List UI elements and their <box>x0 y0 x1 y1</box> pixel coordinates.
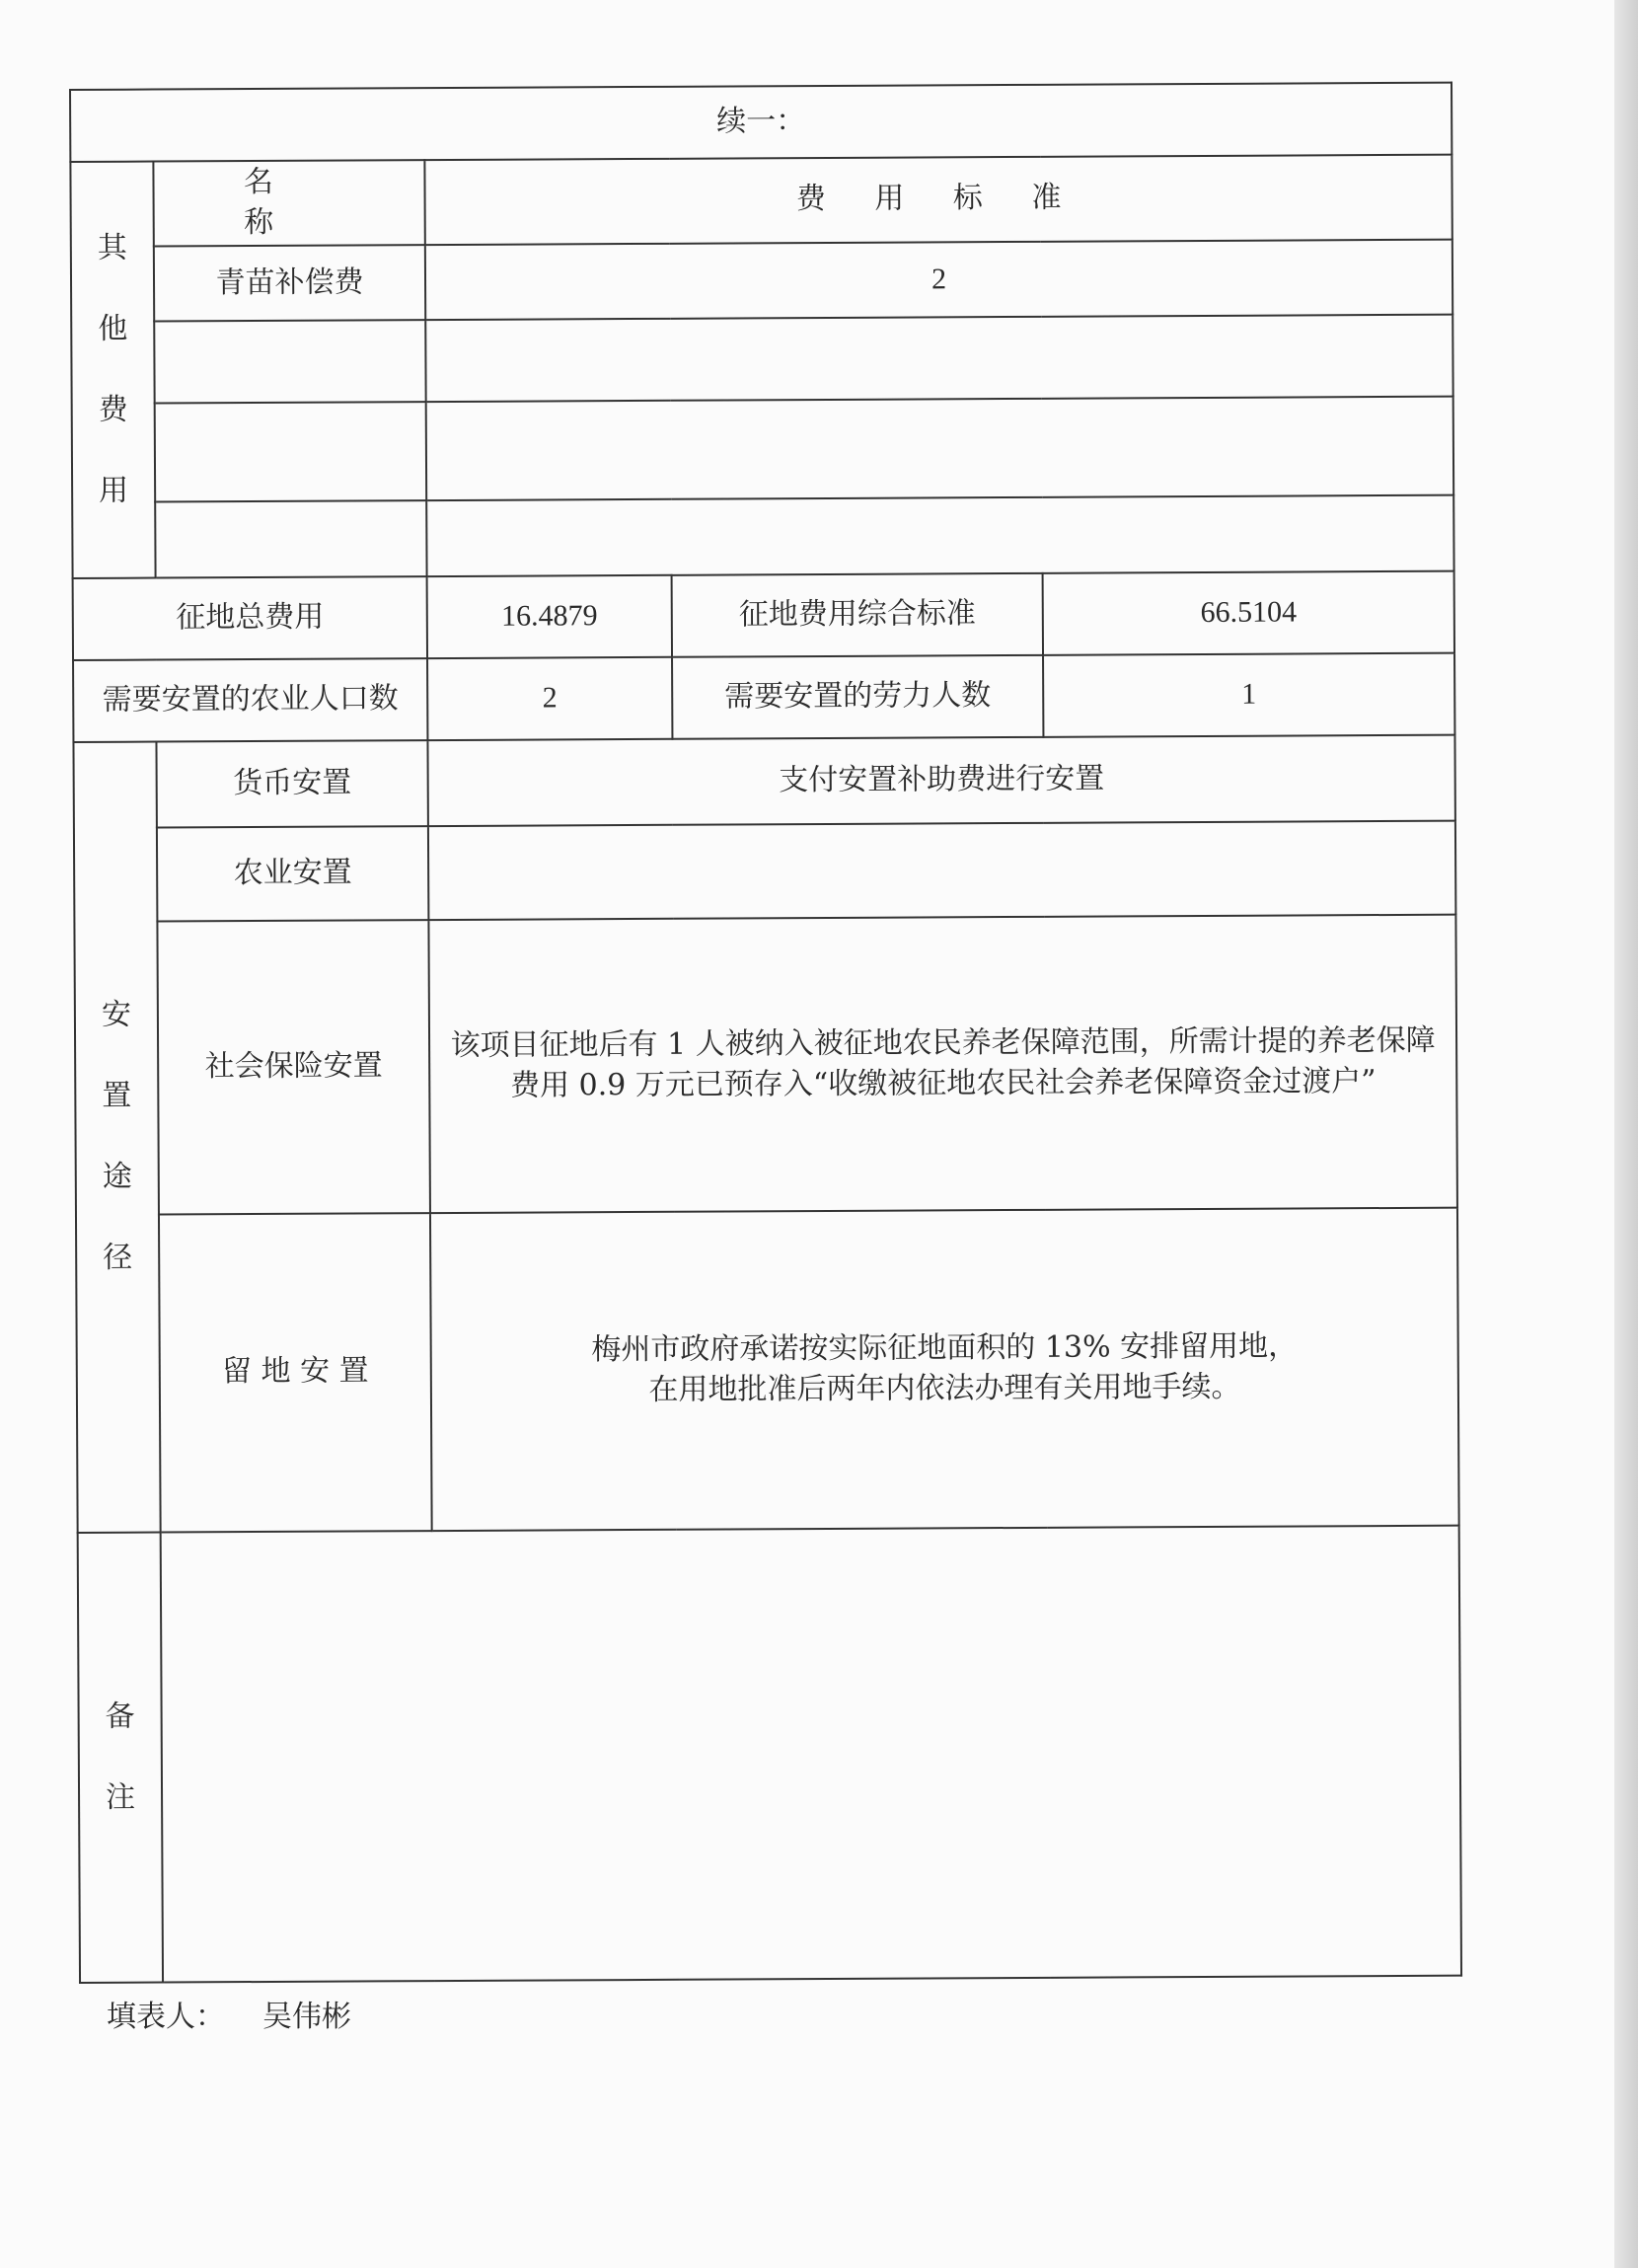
remarks-section-label: 备注 <box>105 1699 136 1815</box>
remarks-content <box>161 1525 1461 1982</box>
totals-row-population <box>73 652 1454 741</box>
fee-name-cell <box>154 321 425 404</box>
reserved-land-line-1: 梅州市政府承诺按实际征地面积的 13% 安排留用地， <box>591 1328 1299 1368</box>
social-insurance-value <box>428 915 1457 1213</box>
fee-name-cell <box>155 403 427 502</box>
resettlement-row-agricultural <box>74 821 1456 923</box>
social-insurance-label: 社会保险安置 <box>157 920 430 1214</box>
fee-standard-cell <box>426 495 1453 576</box>
other-fees-header-standard: 费 用 标 准 <box>424 154 1452 245</box>
composite-standard-label: 征地费用综合标准 <box>672 573 1043 657</box>
remarks-row <box>78 1525 1461 1983</box>
remarks-section <box>78 1532 163 1983</box>
labor-count-label: 需要安置的劳力人数 <box>672 655 1043 739</box>
resettlement-row-monetary <box>73 734 1454 827</box>
composite-standard-value: 66.5104 <box>1043 570 1454 654</box>
monetary-label: 货币安置 <box>156 740 427 828</box>
total-fee-label: 征地总费用 <box>73 576 427 660</box>
filled-by-label: 填表人： <box>107 2000 225 2034</box>
social-insurance-text: 该项目征地后有 1 人被纳入被征地农民养老保障范围，所需计提的养老保障费用 0.9 万元已预存入“收缴被征地农民社会养老保障资金过渡户” <box>450 1022 1436 1103</box>
fee-name-cell: 青苗补偿费 <box>154 245 425 322</box>
resettlement-section-label: 安置途径 <box>101 997 133 1275</box>
monetary-value: 支付安置补助费进行安置 <box>427 734 1454 826</box>
fee-name-cell <box>155 500 426 577</box>
agri-population-value: 2 <box>427 657 672 740</box>
labor-count-value: 1 <box>1043 652 1454 736</box>
other-fees-row <box>72 397 1454 502</box>
other-fees-header-name: 名 称 <box>153 160 424 247</box>
other-fees-section <box>70 161 155 578</box>
fee-standard-cell: 2 <box>425 239 1452 320</box>
other-fees-header-row <box>70 154 1452 246</box>
other-fees-row <box>72 495 1453 578</box>
reserved-land-value <box>430 1208 1459 1531</box>
other-fees-row <box>71 315 1452 404</box>
resettlement-row-social-insurance <box>74 915 1457 1215</box>
totals-row-fee <box>73 570 1454 659</box>
continuation-label: 续一： <box>70 83 1452 162</box>
filled-by-name: 吴伟彬 <box>262 2000 351 2034</box>
reserved-land-label: 留 地 安 置 <box>159 1213 432 1532</box>
continuation-row <box>70 83 1452 162</box>
fee-standard-cell <box>426 397 1454 500</box>
land-acquisition-form <box>69 82 1462 1984</box>
scan-edge-shadow <box>1614 0 1638 2268</box>
agri-population-label: 需要安置的农业人口数 <box>73 658 427 742</box>
reserved-land-line-2: 在用地批准后两年内依法办理有关用地手续。 <box>648 1369 1241 1407</box>
agricultural-value <box>428 821 1456 921</box>
form-page <box>69 82 1460 1984</box>
resettlement-row-reserved-land <box>76 1208 1459 1533</box>
other-fees-row <box>71 239 1452 322</box>
resettlement-section <box>73 741 160 1532</box>
form-footer <box>107 1992 351 2035</box>
fee-standard-cell <box>425 315 1452 402</box>
total-fee-value: 16.4879 <box>427 575 672 658</box>
other-fees-section-label: 其他费用 <box>97 230 129 508</box>
agricultural-label: 农业安置 <box>157 826 428 922</box>
